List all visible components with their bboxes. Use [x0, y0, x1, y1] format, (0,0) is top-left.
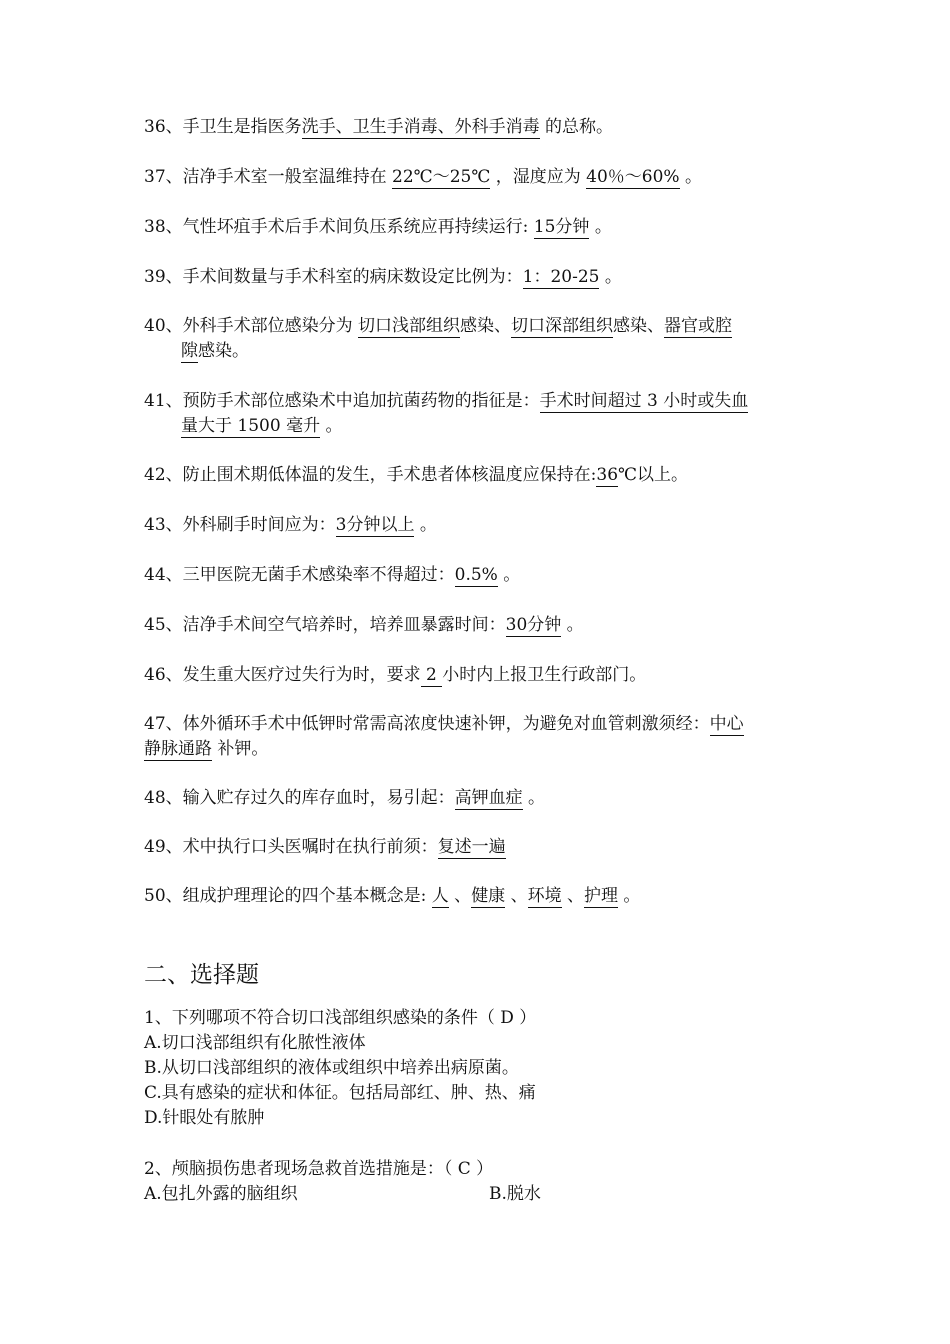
- question-number: 37、: [144, 167, 183, 187]
- question-text: 外科刷手时间应为：: [182, 515, 336, 535]
- answer-blank: 2: [420, 665, 443, 685]
- section-title: 二、选择题: [144, 962, 259, 988]
- question-text: 输入贮存过久的库存血时，易引起：: [182, 788, 455, 808]
- question-text: ℃以上。: [618, 465, 689, 485]
- question-49: [144, 835, 810, 860]
- question-number: 47、: [144, 714, 183, 734]
- question-line: [144, 316, 732, 338]
- question-line: [144, 515, 437, 537]
- question-text: 。: [522, 788, 546, 808]
- question-text: 小时内上报卫生行政部门。: [442, 665, 647, 685]
- question-43: [144, 513, 810, 538]
- question-text: 术中执行口头医嘱时在执行前须：: [182, 837, 438, 857]
- answer-blank: 0.5%: [454, 565, 498, 585]
- question-line: [144, 615, 584, 637]
- question-number: 48、: [144, 788, 183, 808]
- question-text: 。: [679, 167, 702, 187]
- question-number: 50、: [144, 886, 183, 906]
- answer-blank: 复述一遍: [437, 837, 506, 857]
- question-41: [144, 389, 810, 439]
- mc-question-1-stem: 1、下列哪项不符合切口浅部组织感染的条件（ D ）: [144, 1008, 537, 1028]
- question-text: 发生重大医疗过失行为时，要求: [182, 665, 421, 685]
- question-46: [144, 663, 810, 688]
- answer-blank: 15分钟: [533, 217, 590, 237]
- answer-blank: 护理: [584, 886, 618, 906]
- question-text: 感染、: [460, 316, 512, 336]
- question-text: 组成护理理论的四个基本概念是:: [182, 886, 432, 906]
- question-text: 手卫生是指医务: [182, 117, 302, 137]
- question-text: 、: [448, 886, 472, 906]
- answer-blank: 静脉通路: [144, 739, 212, 759]
- answer-blank: 3分钟以上: [335, 515, 415, 535]
- question-38: [144, 215, 810, 240]
- question-text: 、: [505, 886, 528, 906]
- mc-question-1-option-b: B.从切口浅部组织的液体或组织中培养出病原菌。: [144, 1058, 519, 1078]
- question-text: 。: [414, 515, 437, 535]
- answer-blank: 36: [596, 465, 619, 485]
- question-number: 45、: [144, 615, 183, 635]
- answer-blank: 健康: [471, 886, 506, 906]
- mc-question-1-option-d: D.针眼处有脓肿: [144, 1108, 265, 1128]
- answer-blank: 切口浅部组织: [358, 316, 461, 336]
- question-text: 预防手术部位感染术中追加抗菌药物的指征是：: [182, 391, 540, 411]
- question-number: 36、: [144, 117, 183, 137]
- question-continuation: [144, 339, 810, 364]
- answer-blank: 切口深部组织: [511, 316, 614, 336]
- question-text: 。: [589, 217, 612, 237]
- question-text: 。: [497, 565, 521, 585]
- answer-blank: 中心: [709, 714, 744, 734]
- question-text: 。: [561, 615, 584, 635]
- question-45: [144, 613, 810, 638]
- question-39: [144, 265, 810, 290]
- question-line: [144, 886, 640, 908]
- question-text: 感染、: [613, 316, 665, 336]
- question-text: 、: [561, 886, 584, 906]
- question-continuation: [144, 414, 810, 439]
- question-text: 洁净手术间空气培养时，培养皿暴露时间：: [182, 615, 506, 635]
- question-text: 。: [618, 886, 641, 906]
- question-text: ，湿度应为: [490, 167, 587, 187]
- question-line: [144, 117, 613, 139]
- question-42: [144, 463, 810, 488]
- question-number: 43、: [144, 515, 183, 535]
- answer-blank: 40％～60%: [586, 167, 680, 187]
- question-line: [144, 837, 506, 859]
- question-text: 手术间数量与手术科室的病床数设定比例为：: [182, 267, 523, 287]
- question-line: [144, 267, 622, 289]
- question-text: 体外循环手术中低钾时常需高浓度快速补钾，为避免对血管刺激须经：: [182, 714, 710, 734]
- answer-blank: 22℃～25℃: [392, 167, 491, 187]
- question-40: [144, 314, 810, 364]
- question-37: [144, 165, 810, 190]
- question-44: [144, 563, 810, 588]
- question-text: 洁净手术室一般室温维持在: [182, 167, 393, 187]
- question-line: [144, 167, 702, 189]
- answer-blank: 器官或腔: [664, 316, 733, 336]
- question-line: [144, 217, 612, 239]
- mc-question-2-option-a: A.包扎外露的脑组织: [144, 1184, 298, 1204]
- answer-blank: 隙: [181, 341, 198, 361]
- question-36: [144, 115, 810, 140]
- question-text: 三甲医院无菌手术感染率不得超过：: [182, 565, 455, 585]
- mc-question-1-option-c: C.具有感染的症状和体征。包括局部红、肿、热、痛: [144, 1083, 536, 1103]
- question-continuation: [144, 737, 810, 762]
- answer-blank: 洗手、卫生手消毒、外科手消毒: [301, 117, 540, 137]
- answer-blank: 人: [431, 886, 449, 906]
- mc-question-2-stem: 2、颅脑损伤患者现场急救首选措施是：（ C ）: [144, 1159, 494, 1179]
- answer-blank: 高钾血症: [454, 788, 523, 808]
- question-text: 感染。: [198, 341, 249, 361]
- answer-blank: 手术时间超过 3 小时或失血: [539, 391, 749, 411]
- question-number: 40、: [144, 316, 183, 336]
- question-text: 外科手术部位感染分为: [182, 316, 359, 336]
- question-number: 38、: [144, 217, 183, 237]
- question-number: 41、: [144, 391, 183, 411]
- question-number: 46、: [144, 665, 183, 685]
- question-text: 。: [599, 267, 622, 287]
- answer-blank: 量大于 1500 毫升: [181, 416, 321, 436]
- question-line: [144, 788, 545, 810]
- question-line: [144, 665, 646, 687]
- question-number: 39、: [144, 267, 183, 287]
- question-line: [144, 565, 520, 587]
- answer-blank: 1：20-25: [522, 267, 600, 287]
- question-text: 气性坏疽手术后手术间负压系统应再持续运行:: [182, 217, 534, 237]
- answer-blank: 环境: [527, 886, 562, 906]
- question-47: [144, 712, 810, 762]
- question-line: [144, 714, 744, 736]
- question-text: 补钾。: [212, 739, 269, 759]
- question-line: [144, 391, 748, 413]
- answer-blank: 30分钟: [505, 615, 562, 635]
- question-number: 44、: [144, 565, 183, 585]
- question-number: 42、: [144, 465, 183, 485]
- question-48: [144, 786, 810, 811]
- question-number: 49、: [144, 837, 183, 857]
- question-text: 的总称。: [539, 117, 614, 137]
- question-line: [144, 465, 688, 487]
- question-text: 防止围术期低体温的发生，手术患者体核温度应保持在:: [182, 465, 597, 485]
- mc-question-1-option-a: A.切口浅部组织有化脓性液体: [144, 1033, 366, 1053]
- question-50: [144, 884, 810, 909]
- question-text: 。: [320, 416, 343, 436]
- mc-question-2-option-b: B.脱水: [489, 1184, 541, 1204]
